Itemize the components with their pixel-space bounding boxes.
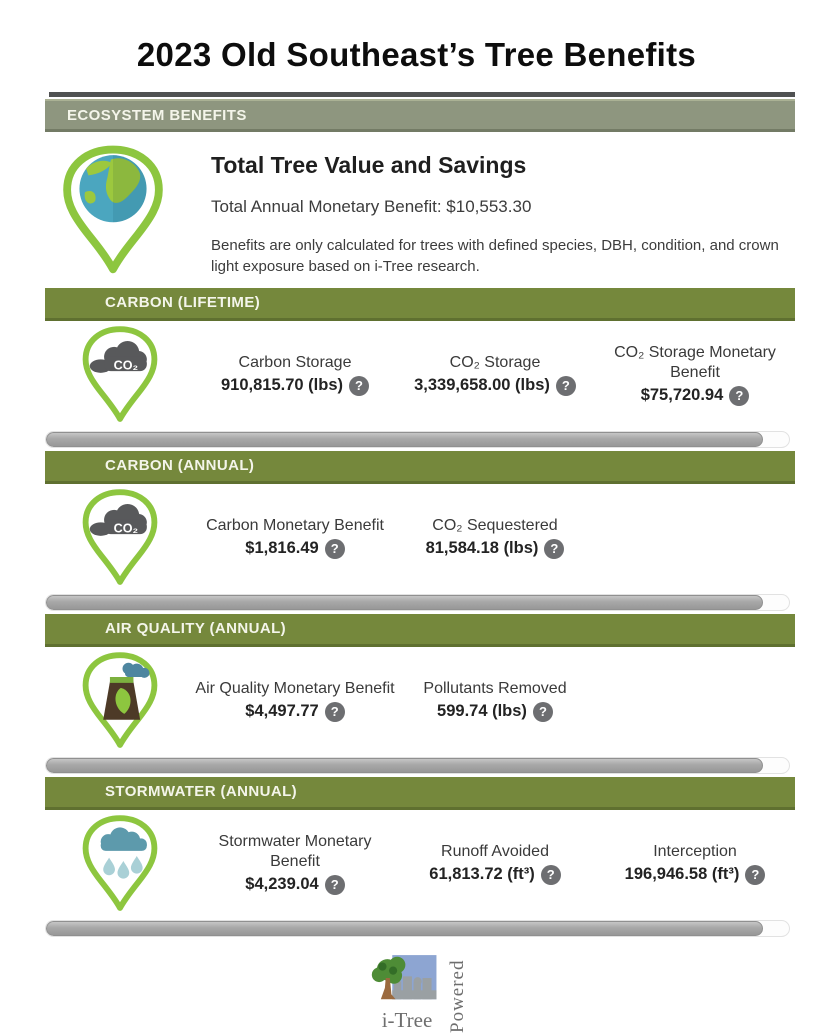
powered-label: Powered — [447, 959, 468, 1033]
help-icon[interactable]: ? — [745, 865, 765, 885]
top-divider-line — [49, 92, 795, 97]
stat-value: $4,239.04 — [245, 875, 319, 894]
stat-label: CO₂ Storage — [449, 353, 541, 371]
stat-label: Runoff Avoided — [441, 842, 549, 860]
stormwater-stats — [45, 810, 795, 917]
horizontal-scrollbar — [45, 757, 790, 774]
factory-pin-icon — [45, 651, 195, 750]
help-icon[interactable]: ? — [556, 376, 576, 396]
stat-label: Carbon Storage — [238, 353, 352, 371]
stat-empty — [595, 679, 795, 722]
summary-title: Total Tree Value and Savings — [211, 152, 527, 178]
stat-label: CO₂ Storage Monetary Benefit — [614, 343, 776, 381]
help-icon[interactable]: ? — [325, 702, 345, 722]
carbon-annual-stats — [45, 484, 795, 591]
stat-value: 3,339,658.00 (lbs) — [414, 376, 550, 395]
help-icon[interactable]: ? — [325, 539, 345, 559]
globe-pin-icon — [57, 144, 169, 276]
stat-value: $4,497.77 — [245, 702, 319, 721]
stat-empty — [595, 516, 795, 559]
horizontal-scrollbar — [45, 920, 790, 937]
help-icon[interactable]: ? — [544, 539, 564, 559]
summary-description: Benefits are only calculated for trees with defined species, DBH, condition, and crown light exposure based on i-Tree research. — [211, 237, 779, 276]
stat-label: Air Quality Monetary Benefit — [195, 679, 395, 697]
stat-stormwater-monetary — [195, 832, 395, 895]
stat-value: 81,584.18 (lbs) — [425, 539, 539, 558]
section-header-carbon-lifetime — [45, 288, 795, 321]
co2-cloud-pin-icon — [45, 488, 195, 587]
stat-interception — [595, 832, 795, 895]
scrollbar-thumb[interactable] — [46, 595, 763, 610]
stat-label: Carbon Monetary Benefit — [206, 516, 384, 534]
carbon-lifetime-stats — [45, 321, 795, 428]
stat-air-quality-monetary — [195, 679, 395, 722]
help-icon[interactable]: ? — [349, 376, 369, 396]
section-header-stormwater — [45, 777, 795, 810]
footer — [45, 949, 795, 1033]
total-value-summary — [45, 132, 795, 286]
stat-label: Interception — [653, 842, 737, 860]
section-header-carbon-annual — [45, 451, 795, 484]
stat-runoff-avoided — [395, 832, 595, 895]
stat-label: Stormwater Monetary Benefit — [218, 832, 372, 870]
air-quality-stats — [45, 647, 795, 754]
svg-text:CO₂: CO₂ — [113, 521, 139, 536]
horizontal-scrollbar — [45, 594, 790, 611]
horizontal-scrollbar — [45, 431, 790, 448]
stat-carbon-monetary — [195, 516, 395, 559]
rain-cloud-pin-icon — [45, 814, 195, 913]
stat-carbon-storage — [195, 343, 395, 406]
scrollbar-thumb[interactable] — [46, 758, 763, 773]
stat-value: 599.74 (lbs) — [437, 702, 527, 721]
section-label: STORMWATER (ANNUAL) — [105, 783, 298, 801]
itree-logo — [371, 949, 443, 1033]
stat-label: Pollutants Removed — [423, 679, 567, 697]
stat-co2-sequestered — [395, 516, 595, 559]
ecosystem-benefits-label: ECOSYSTEM BENEFITS — [67, 106, 247, 124]
report-panel — [45, 92, 795, 1033]
help-icon[interactable]: ? — [729, 386, 749, 406]
help-icon[interactable]: ? — [533, 702, 553, 722]
total-annual-benefit: Total Annual Monetary Benefit: $10,553.30 — [211, 197, 532, 216]
itree-logo-icon — [371, 949, 443, 1007]
scrollbar-thumb[interactable] — [46, 432, 763, 447]
section-header-air-quality — [45, 614, 795, 647]
co2-cloud-pin-icon — [45, 325, 195, 424]
stat-value: 910,815.70 (lbs) — [221, 376, 343, 395]
ecosystem-benefits-header — [45, 99, 795, 132]
itree-logo-text: i-Tree — [381, 1007, 433, 1032]
help-icon[interactable]: ? — [541, 865, 561, 885]
stat-value: 196,946.58 (ft³) — [624, 865, 740, 884]
stat-label: CO₂ Sequestered — [432, 516, 558, 534]
stat-pollutants-removed — [395, 679, 595, 722]
stat-co2-storage-monetary — [595, 343, 795, 406]
help-icon[interactable]: ? — [325, 875, 345, 895]
stat-value: $1,816.49 — [245, 539, 319, 558]
summary-text — [211, 144, 786, 278]
stat-value: 61,813.72 (ft³) — [429, 865, 535, 884]
stat-value: $75,720.94 — [640, 386, 724, 405]
section-label: CARBON (LIFETIME) — [105, 294, 261, 312]
stat-co2-storage — [395, 343, 595, 406]
section-label: CARBON (ANNUAL) — [105, 457, 255, 475]
section-label: AIR QUALITY (ANNUAL) — [105, 620, 287, 638]
page-title: 2023 Old Southeast’s Tree Benefits — [136, 36, 697, 73]
scrollbar-thumb[interactable] — [46, 921, 763, 936]
svg-text:CO₂: CO₂ — [113, 358, 139, 373]
